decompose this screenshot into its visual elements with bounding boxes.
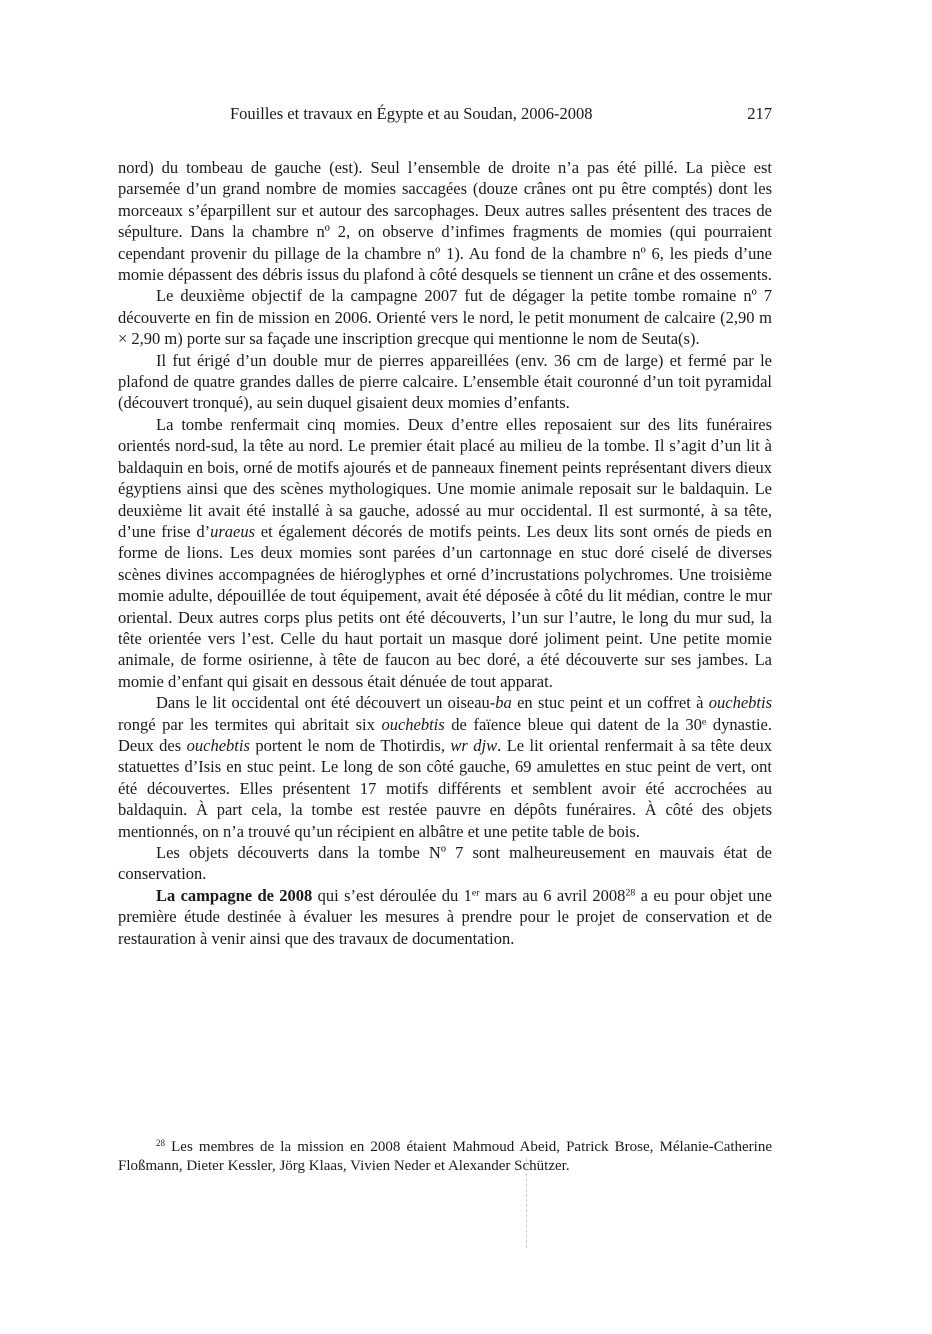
term-ouchebtis: ouchebtis bbox=[186, 735, 250, 755]
running-head-title: Fouilles et travaux en Égypte et au Soudan, 2006-2008 bbox=[230, 104, 593, 123]
footnote-number: 28 bbox=[156, 1138, 165, 1149]
term-ba: ba bbox=[495, 693, 512, 713]
page-number: 217 bbox=[747, 104, 772, 123]
paragraph-5 bbox=[118, 692, 772, 842]
paragraph-5-text-a: Dans le lit occidental ont été découvert un oiseau- bbox=[156, 693, 496, 713]
term-ouchebtis: ouchebtis bbox=[708, 693, 772, 713]
paragraph-4-text-a: La tombe renfermait cinq momies. Deux d’entre elles reposaient sur des lits funéraires orientés nord-sud, la tête au nord. Le premier était placé au milieu de la tombe. Il s’agit d’un lit à baldaquin en bois, orné de motifs ajourés et de panneaux finement peints représentant divers dieux égyptiens ainsi que des scènes mythologiques. Une momie animale reposait sur le baldaquin. Le deuxième lit avait été installé à sa gauche, adossé au mur occidental. Il est surmonté, à sa tête, d’une frise d’ bbox=[118, 414, 772, 541]
paragraph-1: nord) du tombeau de gauche (est). Seul l’ensemble de droite n’a pas été pillé. La pièce est parsemée d’un grand nombre de momies saccagées (douze crânes ont pu être comptés) dont les morceaux s’éparpillent sur et autour des sarcophages. Deux autres salles présentent des traces de sépulture. Dans la chambre nº 2, on observe d’infimes fragments de momies (qui pourraient cependant provenir du pillage de la chambre nº 1). Au fond de la chambre nº 6, les pieds d’une momie dépassent des débris issus du plafond à côté desquels se tiennent un crâne et des ossements. bbox=[118, 158, 772, 285]
paragraph-5-text-d: de faïence bleue qui datent de la 30 bbox=[444, 714, 702, 734]
paragraph-2: Le deuxième objectif de la campagne 2007 fut de dégager la petite tombe romaine nº 7 découverte en fin de mission en 2006. Orienté vers le nord, le petit monument de calcaire (2,90 m × 2,90 m) porte sur sa façade une inscription grecque qui mentionne le nom de Seuta(s). bbox=[118, 286, 772, 349]
paragraph-3: Il fut érigé d’un double mur de pierres appareillées (env. 36 cm de large) et fermé par le plafond de quatre grandes dalles de pierre calcaire. L’ensemble était couronné d’un toit pyramidal (découvert tronqué), au sein duquel gisaient deux momies d’enfants. bbox=[118, 350, 772, 413]
paragraph-4-text-b: et également décorés de motifs peints. Les deux lits sont ornés de pieds en forme de lions. Les deux momies sont parées d’un cartonnage en stuc doré ciselé de diverses scènes divines accompagnées de hiéroglyphes et orné d’incrustations polychromes. Une troisième momie adulte, dépouillée de tout équipement, avait été déposée à côté du lit médian, contre le mur oriental. Deux autres corps plus petits ont été découverts, l’un sur l’autre, le long du mur sud, la tête orientée vers l’est. Celle du haut portait un masque doré joliment peint. Une petite momie animale, de forme osirienne, à tête de faucon au bec doré, a été découverte sur ses jambes. La momie d’enfant qui gisait en dessous était dénuée de tout apparat. bbox=[118, 521, 772, 691]
campaign-2008-heading: La campagne de 2008 bbox=[156, 885, 313, 905]
paragraph-5-text-f: portent le nom de Thotirdis, bbox=[249, 735, 451, 755]
footnote-text: Les membres de la mission en 2008 étaient Mahmoud Abeid, Patrick Brose, Mélanie-Catherine Floßmann, Dieter Kessler, Jörg Klaas, Vivien Neder et Alexander Schützer. bbox=[118, 1139, 772, 1174]
running-head bbox=[118, 103, 772, 125]
superscript-er: er bbox=[471, 887, 480, 899]
paragraph-4 bbox=[118, 414, 772, 692]
paragraph-6: Les objets découverts dans la tombe Nº 7 sont malheureusement en mauvais état de conservation. bbox=[118, 843, 772, 884]
term-ouchebtis: ouchebtis bbox=[381, 714, 445, 734]
paragraph-5-text-e: dynastie. Deux des bbox=[118, 714, 773, 755]
paragraph-7-text-a: qui s’est déroulée du 1 bbox=[312, 885, 472, 905]
paragraph-7-text-c: a eu pour objet une première étude destinée à évaluer les mesures à prendre pour le projet de conservation et de restauration à venir ainsi que des travaux de documentation. bbox=[118, 885, 772, 948]
paragraph-5-text-g: . Le lit oriental renfermait à sa tête deux statuettes d’Isis en stuc peint. Le long de son côté gauche, 69 amulettes en stuc peint de vert, ont été découvertes. Elles présentent 17 motifs différents et semblent avoir été accrochées au baldaquin. À part cela, la tombe est restée pauvre en dépôts funéraires. À côté des objets mentionnés, on n’a trouvé qu’un récipient en albâtre et une petite table de bois. bbox=[118, 735, 772, 841]
body-text bbox=[118, 157, 772, 949]
scan-artifact-line bbox=[526, 1158, 528, 1248]
footnote-28 bbox=[118, 1138, 772, 1176]
paragraph-7 bbox=[118, 885, 772, 949]
footnote bbox=[118, 1138, 772, 1176]
term-wr-djw: wr djw bbox=[450, 735, 498, 755]
paragraph-5-text-b: en stuc peint et un coffret à bbox=[511, 693, 709, 713]
paragraph-7-text-b: mars au 6 avril 2008 bbox=[479, 885, 626, 905]
paragraph-5-text-c: rongé par les termites qui abritait six bbox=[118, 714, 382, 734]
term-uraeus: uraeus bbox=[210, 521, 256, 541]
footnote-reference-28[interactable]: 28 bbox=[625, 887, 636, 899]
superscript-e: e bbox=[701, 716, 707, 728]
